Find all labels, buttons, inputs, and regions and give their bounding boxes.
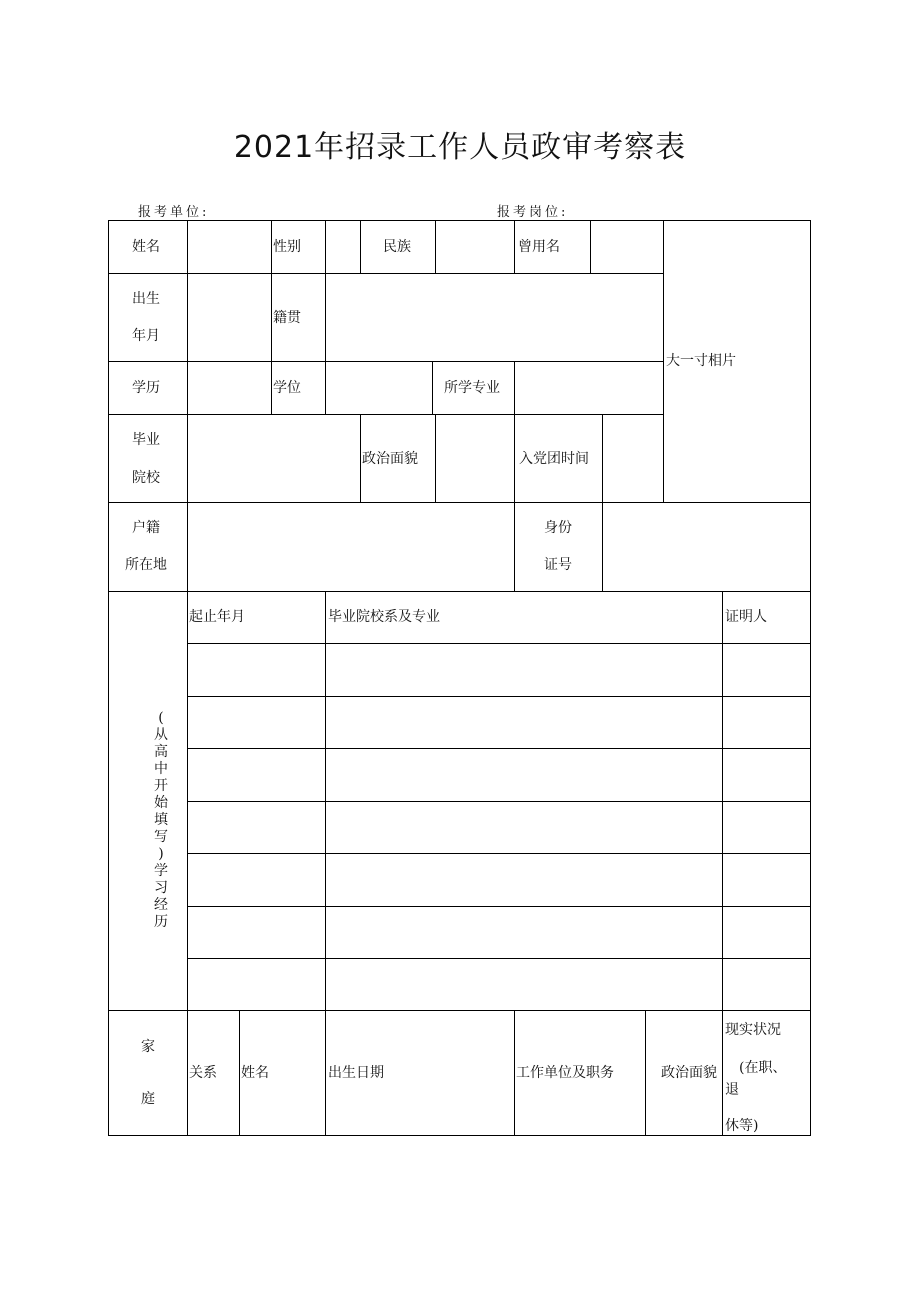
name-label: 姓名	[132, 239, 160, 255]
gender-field[interactable]	[327, 222, 359, 272]
study-school-cell[interactable]	[327, 645, 721, 695]
grid-line	[602, 502, 603, 592]
grid-line	[514, 414, 515, 503]
study-witness-cell[interactable]	[724, 908, 809, 957]
grid-line	[435, 414, 436, 503]
grid-line	[187, 696, 811, 697]
study-school-cell[interactable]	[327, 855, 721, 905]
study-witness-cell[interactable]	[724, 645, 809, 695]
grid-line	[271, 220, 272, 274]
grid-line	[514, 502, 515, 592]
hukou-label-line1: 户籍	[132, 520, 160, 536]
photo-placeholder: 大一寸相片	[666, 353, 736, 369]
political-status-field[interactable]	[437, 416, 513, 501]
study-witness-cell[interactable]	[724, 698, 809, 747]
grid-line	[271, 273, 272, 415]
study-witness-cell[interactable]	[724, 750, 809, 800]
grid-line	[325, 273, 326, 415]
native-place-field[interactable]	[327, 275, 662, 360]
grid-line	[187, 853, 811, 854]
study-witness-cell[interactable]	[724, 855, 809, 905]
grid-line	[325, 1010, 326, 1136]
id-label-line2: 证号	[544, 557, 572, 573]
col-period-header: 起止年月	[189, 609, 245, 625]
major-label: 所学专业	[444, 380, 500, 396]
col-work-unit-header: 工作单位及职务	[516, 1065, 614, 1081]
study-side-char: 填	[154, 812, 168, 828]
name-field[interactable]	[189, 222, 270, 272]
grid-line	[187, 748, 811, 749]
study-witness-cell[interactable]	[724, 960, 809, 1009]
study-school-cell[interactable]	[327, 698, 721, 747]
study-period-cell[interactable]	[189, 960, 324, 1009]
grid-line	[514, 361, 515, 415]
id-number-field[interactable]	[604, 504, 809, 590]
study-period-cell[interactable]	[189, 803, 324, 852]
grid-line	[602, 414, 603, 503]
grid-line	[239, 1010, 240, 1136]
family-label-line1: 家	[141, 1039, 155, 1055]
hukou-label-line2: 所在地	[125, 557, 167, 573]
grid-line	[187, 801, 811, 802]
study-side-char: 开	[154, 778, 168, 794]
gender-label: 性别	[273, 239, 301, 255]
ethnicity-label: 民族	[383, 239, 411, 255]
education-field[interactable]	[189, 363, 270, 413]
study-side-char: 从	[154, 727, 168, 743]
page-title: 2021年招录工作人员政审考察表	[233, 130, 687, 165]
grid-line	[108, 361, 664, 362]
grid-line	[810, 220, 811, 1136]
ethnicity-field[interactable]	[437, 222, 513, 272]
grid-line	[325, 591, 326, 1011]
col-birth-date-header: 出生日期	[328, 1065, 384, 1081]
grid-line	[645, 1010, 646, 1136]
birth-date-field[interactable]	[189, 275, 270, 360]
birth-label-line1: 出生	[132, 291, 160, 307]
grid-line	[108, 220, 109, 1136]
grid-line	[108, 414, 664, 415]
study-school-cell[interactable]	[327, 750, 721, 800]
study-side-char: 写	[154, 829, 168, 845]
study-side-char: 学	[154, 863, 168, 879]
education-label: 学历	[132, 380, 160, 396]
school-field[interactable]	[189, 416, 359, 501]
col-name-header: 姓名	[241, 1065, 269, 1081]
col-relation-header: 关系	[189, 1065, 217, 1081]
native-place-label: 籍贯	[273, 310, 301, 326]
study-side-char: 中	[154, 761, 168, 777]
study-side-char: 习	[154, 880, 168, 896]
hukou-field[interactable]	[189, 504, 513, 590]
school-label-line2: 院校	[132, 470, 160, 486]
grid-line	[360, 220, 361, 274]
grid-line	[325, 220, 326, 274]
col-status-header-line2: (在职、	[739, 1060, 787, 1076]
grid-line	[432, 361, 433, 415]
grid-line	[360, 414, 361, 503]
grid-line	[108, 1010, 811, 1011]
id-label-line1: 身份	[544, 520, 572, 536]
grid-line	[187, 958, 811, 959]
grid-line	[435, 220, 436, 274]
grid-line	[663, 220, 664, 503]
study-side-char: 经	[154, 897, 168, 913]
study-period-cell[interactable]	[189, 698, 324, 747]
degree-field[interactable]	[327, 363, 431, 413]
major-field[interactable]	[516, 363, 662, 413]
study-witness-cell[interactable]	[724, 803, 809, 852]
grid-line	[722, 1010, 723, 1136]
col-status-header-line3: 退	[725, 1082, 739, 1098]
study-period-cell[interactable]	[189, 645, 324, 695]
former-name-field[interactable]	[592, 222, 662, 272]
grid-line	[187, 220, 188, 1136]
grid-line	[187, 906, 811, 907]
former-name-label: 曾用名	[518, 239, 560, 255]
col-school-major-header: 毕业院校系及专业	[328, 609, 440, 625]
grid-line	[722, 591, 723, 1011]
grid-line	[108, 1135, 811, 1136]
grid-line	[108, 220, 811, 221]
grid-line	[108, 273, 664, 274]
grid-line	[514, 1010, 515, 1136]
grid-line	[108, 502, 811, 503]
study-school-cell[interactable]	[327, 960, 721, 1009]
study-side-char: (	[158, 710, 164, 726]
photo-area[interactable]	[665, 222, 809, 501]
grid-line	[187, 643, 811, 644]
study-side-char: )	[158, 846, 164, 862]
study-history-side-label	[153, 710, 169, 931]
political-status-label: 政治面貌	[362, 451, 418, 467]
applied-position-label: 报考岗位:	[497, 205, 569, 220]
study-side-char: 始	[154, 795, 168, 811]
study-period-cell[interactable]	[189, 855, 324, 905]
grid-line	[590, 220, 591, 274]
applied-unit-label: 报考单位:	[138, 205, 210, 220]
birth-label-line2: 年月	[132, 328, 160, 344]
study-school-cell[interactable]	[327, 908, 721, 957]
study-school-cell[interactable]	[327, 803, 721, 852]
col-witness-header: 证明人	[725, 609, 767, 625]
study-period-cell[interactable]	[189, 908, 324, 957]
grid-line	[108, 591, 811, 592]
col-status-header-line4: 休等)	[725, 1118, 759, 1134]
grid-line	[514, 220, 515, 274]
col-political-header: 政治面貌	[661, 1065, 717, 1081]
study-period-cell[interactable]	[189, 750, 324, 800]
study-side-char: 高	[154, 744, 168, 760]
degree-label: 学位	[273, 380, 301, 396]
col-status-header-line1: 现实状况	[725, 1022, 781, 1038]
join-party-time-label: 入党团时间	[519, 451, 589, 467]
school-label-line1: 毕业	[132, 432, 160, 448]
study-side-char: 历	[154, 914, 168, 930]
family-label-line2: 庭	[141, 1091, 155, 1107]
join-party-time-field[interactable]	[604, 416, 662, 501]
